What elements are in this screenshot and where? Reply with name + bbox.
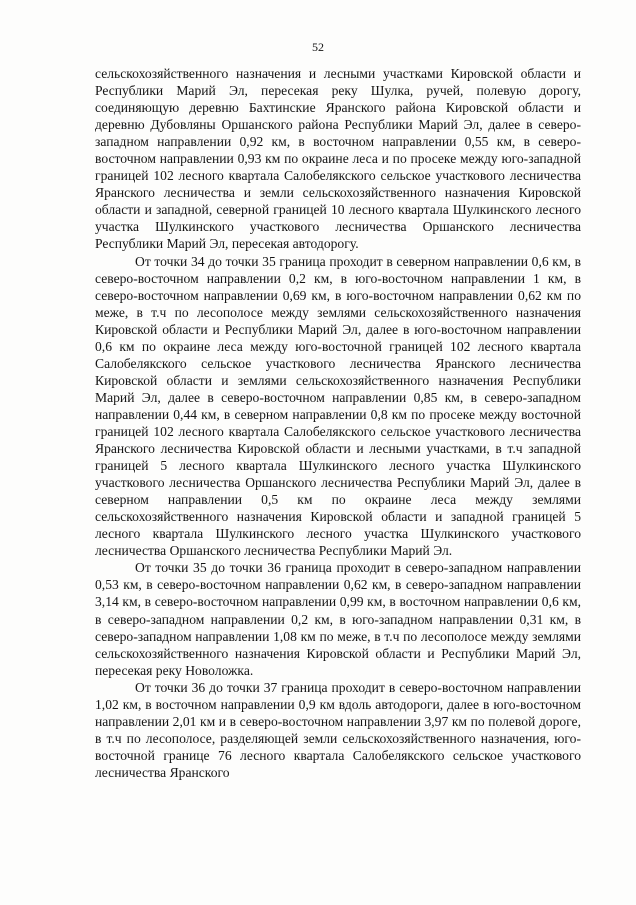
- paragraph: От точки 35 до точки 36 граница проходит в северо-западном направлении 0,53 км, в северо-восточном направлении 0,62 км, в северо-западном направлении 3,14 км, в северо-восточном направлении 0,99 км, в восточном направлении 0,6 км, в северо-западном направлении 0,2 км, в юго-западном направлении 0,31 км, в северо-западном направлении 1,08 км по меже, в т.ч по лесополосе между землями сельскохозяйственного назначения Кировской области и Республики Марий Эл, пересекая реку Новоложка.: [95, 560, 581, 678]
- page-number: 52: [312, 40, 324, 54]
- document-body: [95, 65, 581, 781]
- paragraph: От точки 36 до точки 37 граница проходит в северо-восточном направлении 1,02 км, в восточном направлении 0,9 км вдоль автодороги, далее в юго-восточном направлении 2,01 км и в северо-восточном направлении 3,97 км по полевой дороге, в т.ч по лесополосе, разделяющей земли сельскохозяйственного назначения, юго-восточной границе 76 лесного квартала Салобелякского сельское участкового лесничества Яранского: [95, 679, 581, 780]
- paragraph: От точки 34 до точки 35 граница проходит в северном направлении 0,6 км, в северо-восточном направлении 0,2 км, в юго-восточном направлении 1 км, в северо-восточном направлении 0,69 км, в юго-восточном направлении 0,62 км по меже, в т.ч по лесополосе между землями сельскохозяйственного назначения Кировской области и Республики Марий Эл, далее в юго-восточном направлении 0,6 км по окраине леса между юго-восточной границей 102 лесного квартала Салобелякского сельское участкового лесничества Яранского лесничества Кировской области и землями сельскохозяйственного назначения Республики Марий Эл, далее в северо-восточном направлении 0,85 км, в северо-западном направлении 0,44 км, в северном направлении 0,8 км по просеке между восточной границей 102 лесного квартала Салобелякского сельское участкового лесничества Яранского лесничества Кировской области и лесными участками, в т.ч западной границей 5 лесного квартала Шулкинского лесного участка Шулкинского участкового лесничества Оршанского лесничества Республики Марий Эл, далее в северном направлении 0,5 км по окраине леса между землями сельскохозяйственного назначения Кировской области и западной границей 5 лесного квартала Шулкинского лесного участка Шулкинского участкового лесничества Оршанского лесничества Республики Марий Эл.: [95, 253, 581, 559]
- paragraph: сельскохозяйственного назначения и лесными участками Кировской области и Республики Марий Эл, пересекая реку Шулка, ручей, полевую дорогу, соединяющую деревню Бахтинские Яранского района Кировской области и деревню Дубовляны Оршанского района Республики Марий Эл, далее в северо-западном направлении 0,92 км, в восточном направлении 0,55 км, в северо-восточном направлении 0,93 км по окраине леса и по просеке между юго-западной границей 102 лесного квартала Салобелякского сельское участкового лесничества Яранского лесничества и земли сельскохозяйственного назначения Кировской области и западной, северной границей 10 лесного квартала Шулкинского лесного участка Шулкинского участкового лесничества Оршанского лесничества Республики Марий Эл, пересекая автодорогу.: [95, 66, 581, 252]
